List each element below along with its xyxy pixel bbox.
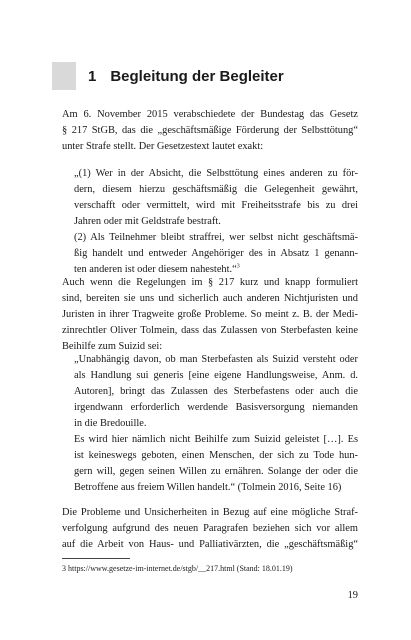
text-line: (2) Als Teilnehmer bleibt straffrei, wer selbst nicht geschäftsmä-: [74, 232, 358, 243]
footnote-reference[interactable]: 3: [236, 263, 240, 270]
text-line: Betroffene aus freiem Willen handelt.“ (Tolmein 2016, Seite 16): [74, 482, 342, 493]
paragraph-problems: [62, 505, 358, 553]
text-line-content: ten anderen ist oder diesem nahesteht.“: [74, 264, 237, 275]
text-line: Am 6. November 2015 verabschiedete der Bundestag das Gesetz: [62, 109, 358, 120]
text-line: irgendwann erforderlich werdende Basisversorgung niemanden: [74, 402, 358, 413]
text-line: in die Bredouille.: [74, 418, 147, 429]
footnote: 3 https://www.gesetze-im-internet.de/stgb/__217.html (Stand: 18.01.19): [62, 564, 293, 573]
text-line: als Handlung sui generis [eine eigene Handlungsweise, Anm. d.: [74, 370, 358, 381]
quote-tolmein: [74, 352, 358, 496]
text-line: unter Strafe stellt. Der Gesetzestext lautet exakt:: [62, 141, 264, 152]
page-number: 19: [347, 590, 358, 601]
text-line: auf die Arbeit von Haus- und Palliativärzten, die „geschäftsmäßig“: [62, 539, 358, 550]
text-line: Jahren oder mit Geldstrafe bestraft.: [74, 216, 221, 227]
text-line: gern will, gegen seinen Willen zu ernähren. Solange der oder die: [74, 466, 358, 477]
chapter-heading: [52, 62, 284, 90]
text-line: § 217 StGB, das die „geschäftsmäßige Förderung der Selbsttötung“: [62, 125, 358, 136]
text-line: ßig handelt und entweder Angehöriger des in Absatz 1 genann-: [74, 248, 358, 259]
text-line: dern, diesem hierzu geschäftsmäßig die Gelegenheit gewährt,: [74, 184, 358, 195]
text-line: verfolgung aufgrund des neuen Paragrafen beziehen sich vor allem: [62, 523, 358, 534]
text-line: Beihilfe zum Suizid sei:: [62, 341, 163, 352]
text-line: „(1) Wer in der Absicht, die Selbsttötung eines anderen zu för-: [74, 168, 358, 179]
text-line: Juristen in ihrer Tragweite große Probleme. So meint z. B. der Medi-: [62, 309, 358, 320]
text-line: Auch wenn die Regelungen im § 217 kurz und knapp formuliert: [62, 277, 358, 288]
chapter-number: 1: [88, 67, 97, 85]
text-line: sind, bereiten sie uns und sicherlich auch anderen Nichtjuristen und: [62, 293, 358, 304]
text-line: verschafft oder vermittelt, wird mit Freiheitsstrafe bis zu drei: [74, 200, 358, 211]
chapter-title: Begleitung der Begleiter: [110, 67, 284, 85]
text-line: zinrechtler Oliver Tolmein, dass das Zulassen von Sterbefasten keine: [62, 325, 358, 336]
text-line: ist keineswegs geboten, einen Menschen, der sich zu Tode hun-: [74, 450, 358, 461]
footnote-divider: [62, 558, 130, 559]
quote-law-text: [74, 166, 358, 278]
text-line: Die Probleme und Unsicherheiten in Bezug auf eine mögliche Straf-: [62, 507, 358, 518]
text-line: Autoren], bringt das Zulassen des Sterbefastens oder auch die: [74, 386, 358, 397]
text-line: Es wird hier nämlich nicht Beihilfe zum Suizid geleistet […]. Es: [74, 434, 358, 445]
text-line: „Unabhängig davon, ob man Sterbefasten als Suizid versteht oder: [74, 354, 358, 365]
chapter-marker-box: [52, 62, 76, 90]
paragraph-discussion: [62, 275, 358, 355]
paragraph-intro: [62, 107, 358, 155]
